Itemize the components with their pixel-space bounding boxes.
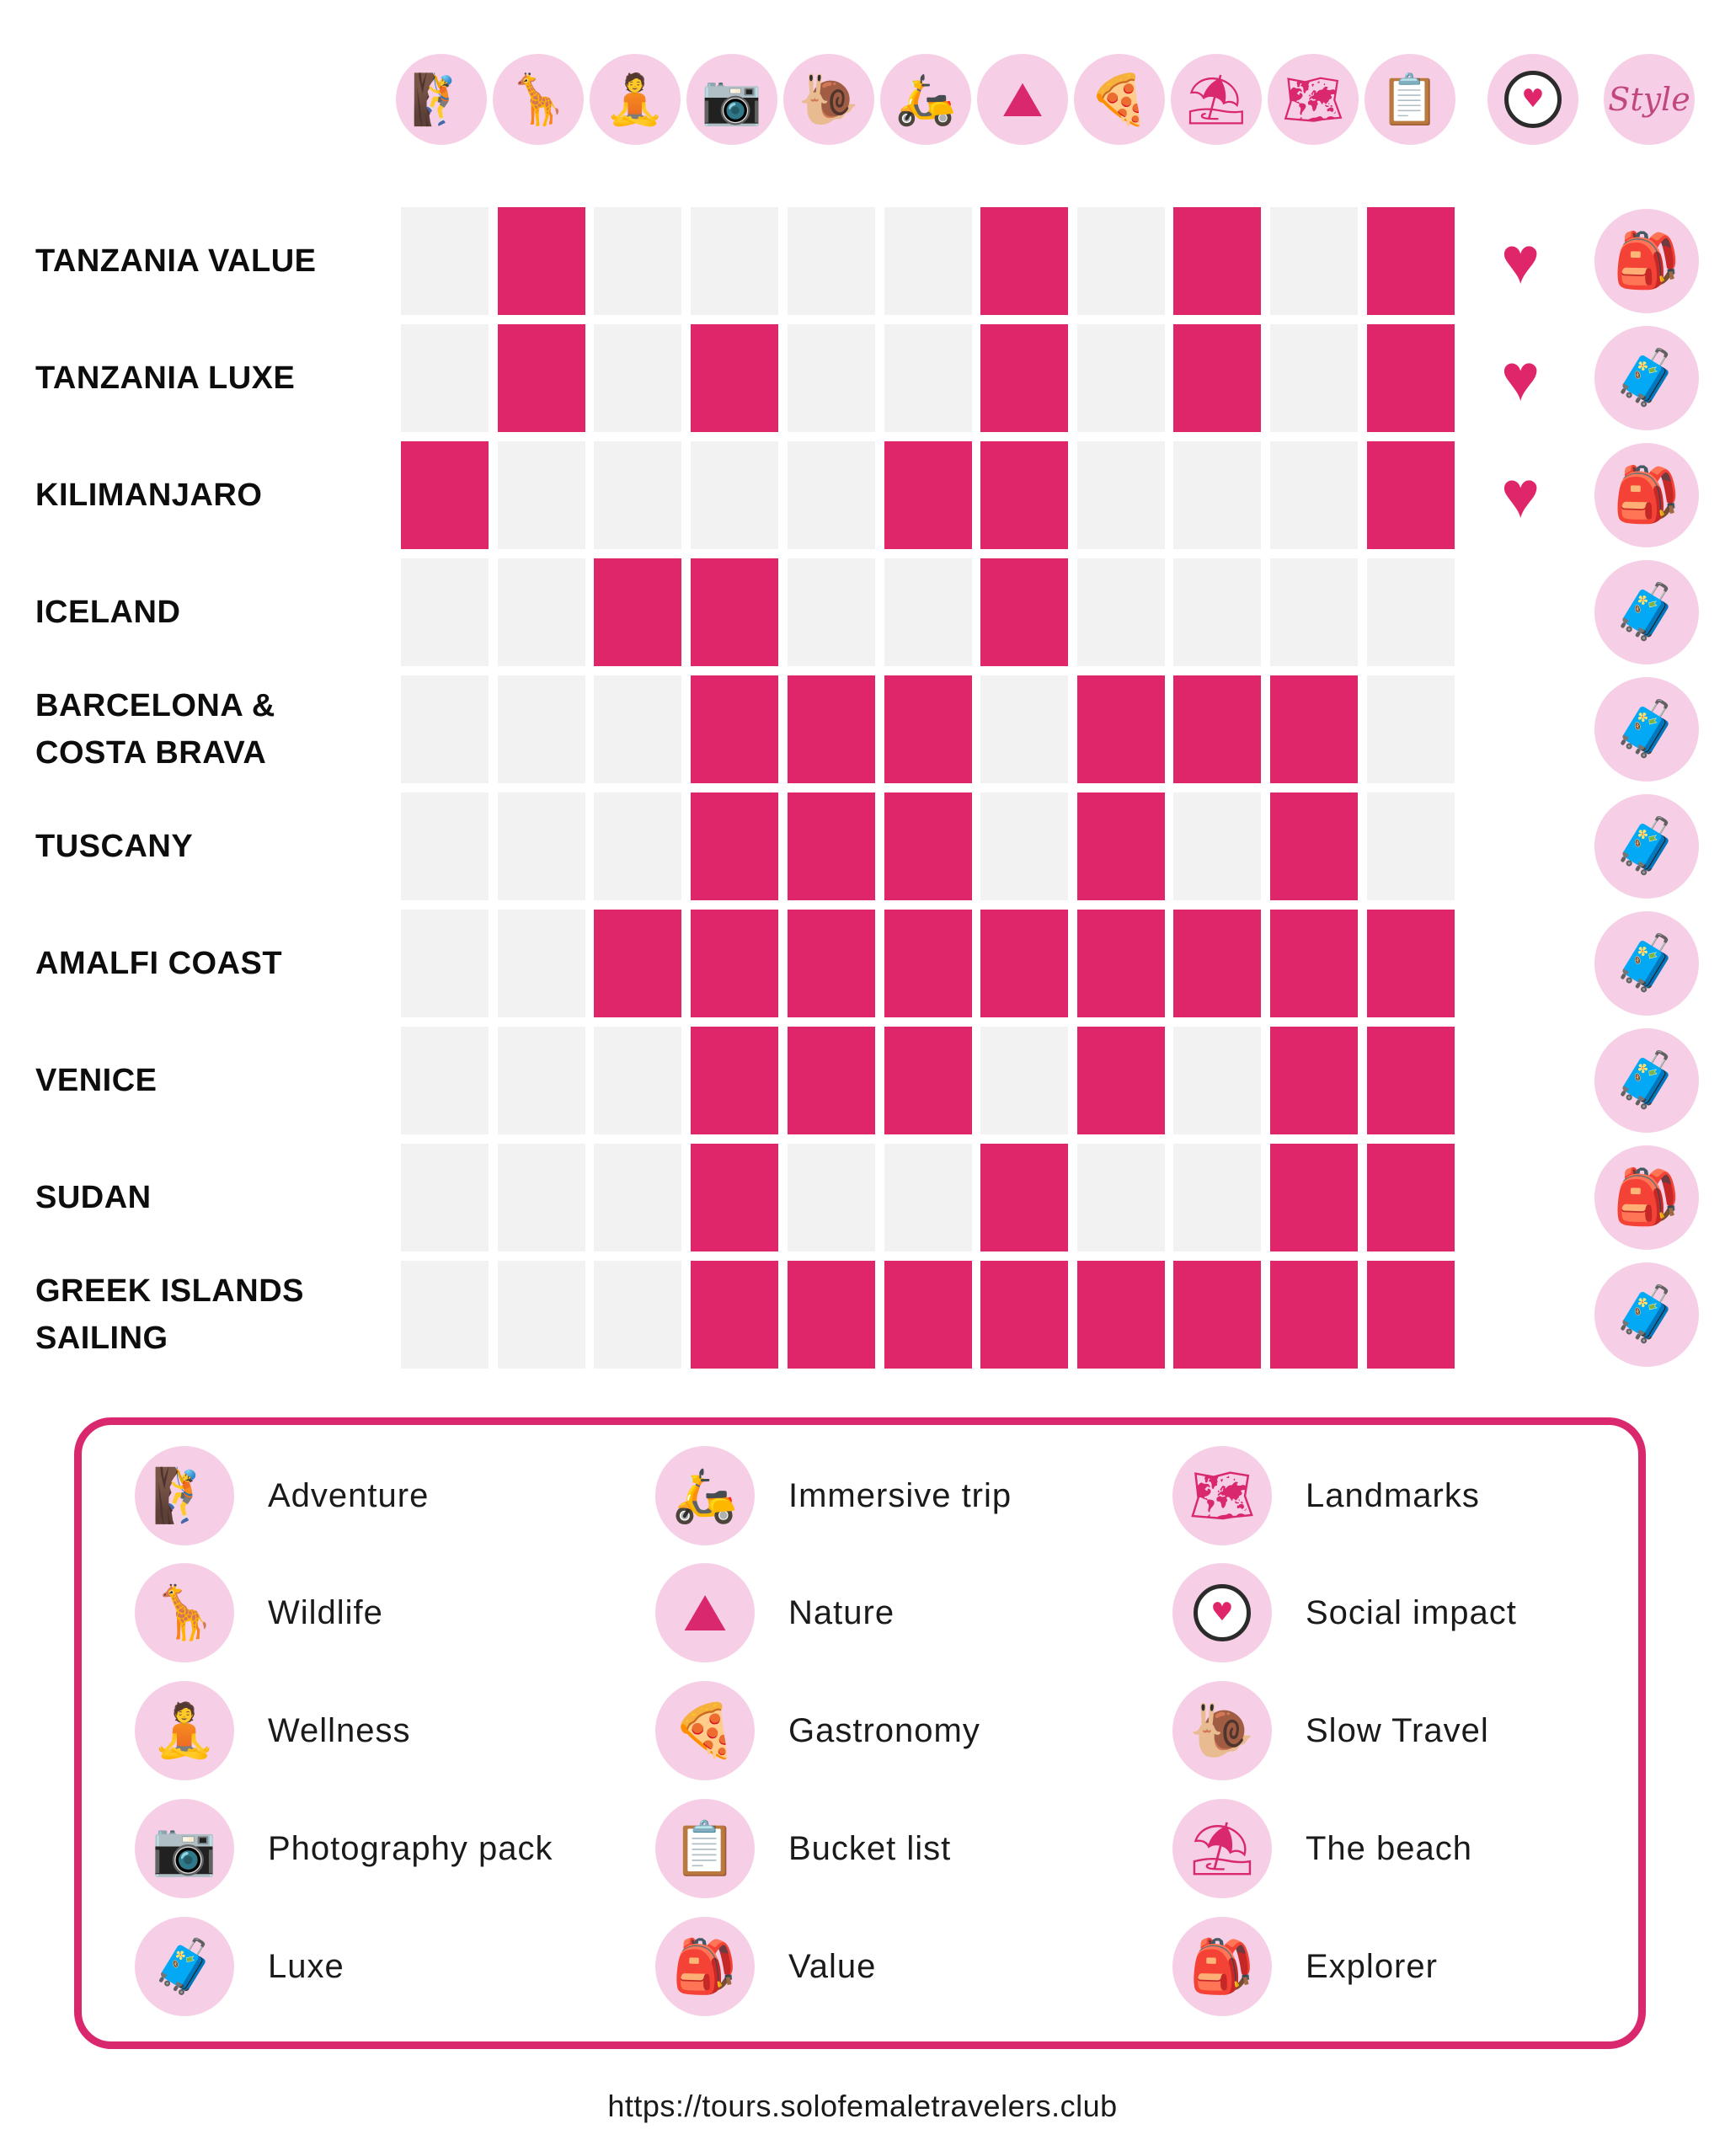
matrix-cell-marked: [691, 324, 778, 432]
social-impact-heart-icon: ♥: [1501, 340, 1541, 414]
legend-item: [135, 1917, 344, 2016]
matrix-cell-empty: [691, 441, 778, 549]
matrix-cell-marked: [788, 675, 875, 783]
matrix-cell-marked: [1173, 910, 1261, 1017]
matrix-cell-empty: [498, 1027, 585, 1134]
matrix-cell-empty: [980, 792, 1068, 900]
legend-item: [135, 1446, 429, 1545]
wellness-icon: 🧘: [135, 1681, 234, 1780]
matrix-cell-marked: [1173, 324, 1261, 432]
matrix-cell-marked: [788, 910, 875, 1017]
matrix-cell-marked: [691, 675, 778, 783]
style-explorer-icon: 🎒: [1594, 1145, 1699, 1250]
matrix-cell-empty: [498, 910, 585, 1017]
scooter-icon: 🛵: [655, 1446, 755, 1545]
matrix-cell-marked: [980, 1261, 1068, 1369]
matrix-cell-empty: [594, 792, 681, 900]
legend-label: Explorer: [1306, 1947, 1438, 1985]
matrix-cell-empty: [788, 558, 875, 666]
matrix-cell-marked: [980, 207, 1068, 315]
matrix-cell-empty: [1173, 441, 1261, 549]
matrix-cell-empty: [1173, 1027, 1261, 1134]
wildlife-icon: 🦒: [135, 1563, 234, 1662]
matrix-cell-empty: [401, 675, 489, 783]
style-explorer-icon: 🎒: [1594, 443, 1699, 547]
legend-label: Social impact: [1306, 1593, 1517, 1631]
legend-label: Immersive trip: [788, 1476, 1012, 1514]
legend-item: [135, 1681, 411, 1780]
social-impact-icon: [1487, 54, 1578, 145]
legend-label: Adventure: [268, 1476, 430, 1514]
matrix-cell-empty: [788, 324, 875, 432]
matrix-cell-empty: [884, 324, 972, 432]
matrix-cell-empty: [401, 1144, 489, 1251]
legend-item: [655, 1446, 1012, 1545]
matrix-cell-marked: [1270, 1027, 1358, 1134]
immersive-trip-icon: 🛵: [880, 54, 971, 145]
matrix-cell-marked: [1077, 1027, 1165, 1134]
matrix-cell-marked: [884, 910, 972, 1017]
matrix-cell-empty: [1367, 558, 1455, 666]
matrix-cell-marked: [1173, 207, 1261, 315]
matrix-cell-marked: [1077, 910, 1165, 1017]
legend-label: Wellness: [268, 1711, 411, 1749]
nature-icon: ⛰: [655, 1563, 755, 1662]
matrix-cell-empty: [401, 1261, 489, 1369]
luxe-luggage-icon: 🧳: [135, 1917, 234, 2016]
legend-item: [1172, 1563, 1517, 1662]
matrix-cell-empty: [401, 324, 489, 432]
legend-label: Bucket list: [788, 1829, 952, 1867]
matrix-cell-marked: [884, 792, 972, 900]
matrix-cell-marked: [691, 1144, 778, 1251]
matrix-cell-marked: [691, 558, 778, 666]
matrix-cell-marked: [788, 792, 875, 900]
matrix-cell-marked: [980, 324, 1068, 432]
legend-label: Gastronomy: [788, 1711, 980, 1749]
adventure-icon: 🧗: [135, 1446, 234, 1545]
matrix-cell-marked: [498, 324, 585, 432]
legend-label: Wildlife: [268, 1593, 383, 1631]
matrix-cell-marked: [788, 1027, 875, 1134]
matrix-cell-empty: [401, 558, 489, 666]
photography-pack-icon: 📷: [686, 54, 777, 145]
matrix-cell-empty: [1270, 207, 1358, 315]
style-value-icon: 🎒: [1594, 209, 1699, 313]
legend-label: Value: [788, 1947, 877, 1985]
matrix-cell-marked: [1077, 792, 1165, 900]
legend-label: Nature: [788, 1593, 895, 1631]
social-impact-heart-icon: [1172, 1563, 1272, 1662]
legend-label: Photography pack: [268, 1829, 553, 1867]
heart-ring-icon: ♥: [1504, 71, 1562, 128]
style-luxe-icon: 🧳: [1594, 794, 1699, 899]
legend-item: [1172, 1446, 1480, 1545]
matrix-cell-marked: [884, 675, 972, 783]
matrix-cell-marked: [594, 910, 681, 1017]
matrix-cell-marked: [1270, 792, 1358, 900]
matrix-cell-empty: [1173, 558, 1261, 666]
landmarks-icon: 🗺: [1268, 54, 1359, 145]
bucket-list-icon: 📋: [655, 1799, 755, 1898]
matrix-cell-marked: [1077, 1261, 1165, 1369]
style-luxe-icon: 🧳: [1594, 560, 1699, 664]
tour-name-label: VENICE: [35, 1063, 158, 1098]
snail-icon: 🐌: [1172, 1681, 1272, 1780]
matrix-cell-empty: [980, 675, 1068, 783]
matrix-cell-marked: [1173, 1261, 1261, 1369]
style-luxe-icon: 🧳: [1594, 1028, 1699, 1133]
matrix-cell-empty: [401, 792, 489, 900]
tour-name-label: KILIMANJARO: [35, 478, 263, 513]
matrix-cell-marked: [1367, 207, 1455, 315]
matrix-cell-empty: [1173, 792, 1261, 900]
tour-name-label: SUDAN: [35, 1180, 152, 1215]
matrix-cell-marked: [498, 207, 585, 315]
legend-item: [655, 1563, 895, 1662]
matrix-cell-empty: [594, 207, 681, 315]
matrix-cell-marked: [1367, 1144, 1455, 1251]
matrix-cell-empty: [884, 207, 972, 315]
matrix-cell-empty: [1077, 1144, 1165, 1251]
matrix-cell-empty: [980, 1027, 1068, 1134]
matrix-cell-empty: [1367, 675, 1455, 783]
footer-url[interactable]: https://tours.solofemaletravelers.club: [607, 2089, 1118, 2123]
matrix-cell-marked: [1173, 675, 1261, 783]
matrix-cell-marked: [1367, 441, 1455, 549]
matrix-cell-marked: [1270, 1261, 1358, 1369]
tour-name-label: ICELAND: [35, 595, 181, 630]
style-luxe-icon: 🧳: [1594, 911, 1699, 1016]
matrix-cell-marked: [884, 1027, 972, 1134]
matrix-cell-marked: [1367, 1027, 1455, 1134]
beach-umbrella-icon: ⛱: [1172, 1799, 1272, 1898]
matrix-cell-empty: [788, 207, 875, 315]
matrix-cell-marked: [1367, 324, 1455, 432]
matrix-cell-marked: [691, 792, 778, 900]
legend-label: Slow Travel: [1306, 1711, 1489, 1749]
legend-item: [655, 1681, 980, 1780]
matrix-cell-marked: [1367, 910, 1455, 1017]
matrix-cell-empty: [498, 1144, 585, 1251]
tour-name-label: AMALFI COAST: [35, 946, 283, 981]
matrix-cell-marked: [980, 558, 1068, 666]
matrix-cell-empty: [594, 1027, 681, 1134]
matrix-cell-empty: [594, 1261, 681, 1369]
tour-name-label: GREEK ISLANDS SAILING: [35, 1273, 304, 1356]
bucket-list-icon: 📋: [1365, 54, 1455, 145]
matrix-cell-empty: [1270, 558, 1358, 666]
tour-name-label: BARCELONA & COSTA BRAVA: [35, 688, 275, 771]
legend-item: [1172, 1917, 1438, 2016]
legend-item: [135, 1799, 553, 1898]
matrix-cell-marked: [691, 1027, 778, 1134]
matrix-cell-empty: [594, 675, 681, 783]
matrix-cell-marked: [401, 441, 489, 549]
matrix-cell-empty: [498, 675, 585, 783]
nature-icon: ⛰: [977, 54, 1068, 145]
matrix-cell-empty: [1270, 441, 1358, 549]
legend-item: [1172, 1681, 1489, 1780]
matrix-cell-empty: [498, 558, 585, 666]
heart-ring-icon: ♥: [1194, 1584, 1251, 1641]
camera-icon: 📷: [135, 1799, 234, 1898]
matrix-cell-empty: [884, 558, 972, 666]
explorer-backpack-icon: 🎒: [1172, 1917, 1272, 2016]
wellness-icon: 🧘: [590, 54, 681, 145]
matrix-cell-marked: [1077, 675, 1165, 783]
matrix-cell-empty: [788, 1144, 875, 1251]
matrix-cell-marked: [884, 1261, 972, 1369]
matrix-cell-marked: [691, 1261, 778, 1369]
legend-item: [1172, 1799, 1472, 1898]
legend-label: Luxe: [268, 1947, 344, 1985]
adventure-icon: 🧗: [396, 54, 487, 145]
matrix-cell-empty: [1270, 324, 1358, 432]
world-map-icon: 🗺: [1172, 1446, 1272, 1545]
matrix-cell-empty: [594, 1144, 681, 1251]
matrix-cell-marked: [1270, 910, 1358, 1017]
legend-item: [655, 1799, 951, 1898]
value-backpack-icon: 🎒: [655, 1917, 755, 2016]
style-luxe-icon: 🧳: [1594, 1262, 1699, 1367]
matrix-cell-empty: [498, 1261, 585, 1369]
style-header-icon: [1604, 54, 1695, 145]
matrix-cell-empty: [884, 1144, 972, 1251]
matrix-cell-marked: [691, 910, 778, 1017]
matrix-cell-empty: [1077, 324, 1165, 432]
matrix-cell-empty: [788, 441, 875, 549]
matrix-cell-empty: [401, 910, 489, 1017]
matrix-cell-empty: [594, 441, 681, 549]
matrix-cell-marked: [980, 910, 1068, 1017]
matrix-cell-empty: [1077, 207, 1165, 315]
matrix-cell-empty: [1077, 441, 1165, 549]
social-impact-heart-icon: ♥: [1501, 223, 1541, 297]
matrix-cell-empty: [1367, 792, 1455, 900]
legend-label: The beach: [1306, 1829, 1473, 1867]
legend-label: Landmarks: [1306, 1476, 1480, 1514]
style-luxe-icon: 🧳: [1594, 326, 1699, 430]
tour-name-label: TUSCANY: [35, 829, 194, 864]
matrix-cell-empty: [498, 441, 585, 549]
matrix-cell-empty: [401, 1027, 489, 1134]
matrix-cell-empty: [498, 792, 585, 900]
matrix-cell-empty: [1173, 1144, 1261, 1251]
matrix-cell-marked: [1270, 675, 1358, 783]
matrix-cell-marked: [884, 441, 972, 549]
slow-travel-icon: 🐌: [783, 54, 874, 145]
matrix-cell-empty: [401, 207, 489, 315]
social-impact-heart-icon: ♥: [1501, 457, 1541, 531]
tour-name-label: TANZANIA VALUE: [35, 243, 317, 279]
matrix-cell-marked: [788, 1261, 875, 1369]
gastronomy-icon: 🍕: [1074, 54, 1165, 145]
the-beach-icon: ⛱: [1171, 54, 1262, 145]
style-header-label: Style: [1608, 81, 1690, 118]
gastronomy-icon: 🍕: [655, 1681, 755, 1780]
matrix-cell-empty: [691, 207, 778, 315]
legend-item: [655, 1917, 876, 2016]
matrix-cell-marked: [980, 441, 1068, 549]
matrix-cell-marked: [594, 558, 681, 666]
matrix-cell-empty: [594, 324, 681, 432]
legend-item: [135, 1563, 383, 1662]
wildlife-icon: 🦒: [493, 54, 584, 145]
matrix-cell-marked: [1367, 1261, 1455, 1369]
matrix-cell-marked: [980, 1144, 1068, 1251]
style-luxe-icon: 🧳: [1594, 677, 1699, 782]
matrix-cell-empty: [1077, 558, 1165, 666]
tour-name-label: TANZANIA LUXE: [35, 360, 296, 396]
matrix-cell-marked: [1270, 1144, 1358, 1251]
